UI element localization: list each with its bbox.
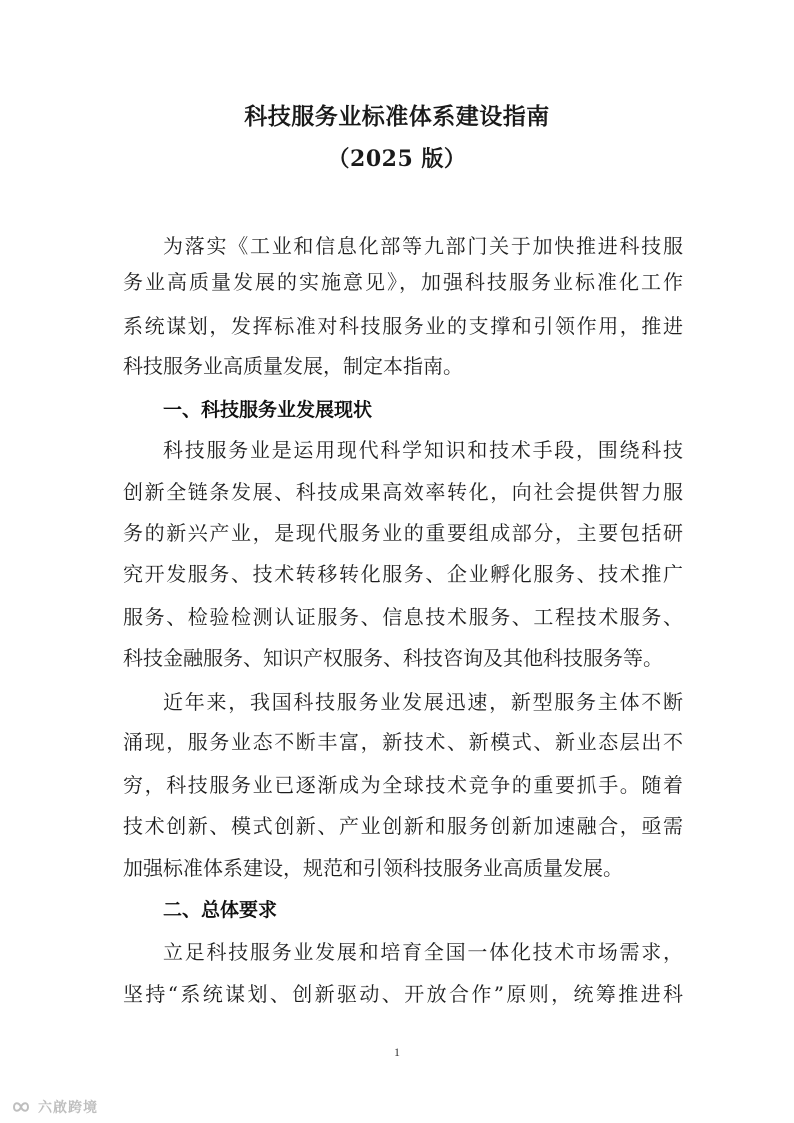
section1-p1-line: 科技服务业是运用现代科学知识和技术手段，围绕科技	[163, 438, 683, 462]
intro-line: 系统谋划，发挥标准对科技服务业的支撑和引领作用，推进	[123, 314, 683, 338]
page-number: 1	[394, 1045, 400, 1059]
section1-p1-line: 服务、检验检测认证服务、信息技术服务、工程技术服务、	[123, 605, 683, 629]
section1-p1-line: 科技金融服务、知识产权服务、科技咨询及其他科技服务等。	[123, 646, 663, 670]
document-subtitle: （2025 版）	[327, 146, 467, 172]
intro-line: 为落实《工业和信息化部等九部门关于加快推进科技服	[163, 234, 683, 258]
section1-p1-line: 务的新兴产业，是现代服务业的重要组成部分，主要包括研	[123, 521, 683, 545]
section1-p2-line: 加强标准体系建设，规范和引领科技服务业高质量发展。	[123, 856, 623, 880]
section-heading-2: 二、总体要求	[163, 899, 278, 921]
infinity-logo-icon	[8, 1099, 34, 1115]
section1-p2-line: 近年来，我国科技服务业发展迅速，新型服务主体不断	[163, 690, 683, 714]
section2-p1-line: 立足科技服务业发展和培育全国一体化技术市场需求，	[163, 940, 683, 964]
section1-p1-line: 创新全链条发展、科技成果高效率转化，向社会提供智力服	[123, 480, 683, 504]
section-heading-1: 一、科技服务业发展现状	[163, 399, 373, 421]
section1-p1-line: 究开发服务、技术转移转化服务、企业孵化服务、技术推广	[123, 562, 683, 586]
intro-line: 科技服务业高质量发展，制定本指南。	[123, 354, 463, 378]
section2-p1-line: 坚持“系统谋划、创新驱动、开放合作”原则，统筹推进科	[123, 982, 683, 1006]
section1-p2-line: 技术创新、模式创新、产业创新和服务创新加速融合，亟需	[123, 814, 683, 838]
section1-p2-line: 穷，科技服务业已逐渐成为全球技术竞争的重要抓手。随着	[123, 773, 683, 797]
watermark	[8, 1096, 98, 1118]
intro-line: 务业高质量发展的实施意见》，加强科技服务业标准化工作	[123, 270, 683, 294]
document-title: 科技服务业标准体系建设指南	[244, 103, 550, 130]
section1-p2-line: 涌现，服务业态不断丰富，新技术、新模式、新业态层出不	[123, 730, 683, 754]
watermark-text: 六啟跨境	[38, 1100, 98, 1116]
